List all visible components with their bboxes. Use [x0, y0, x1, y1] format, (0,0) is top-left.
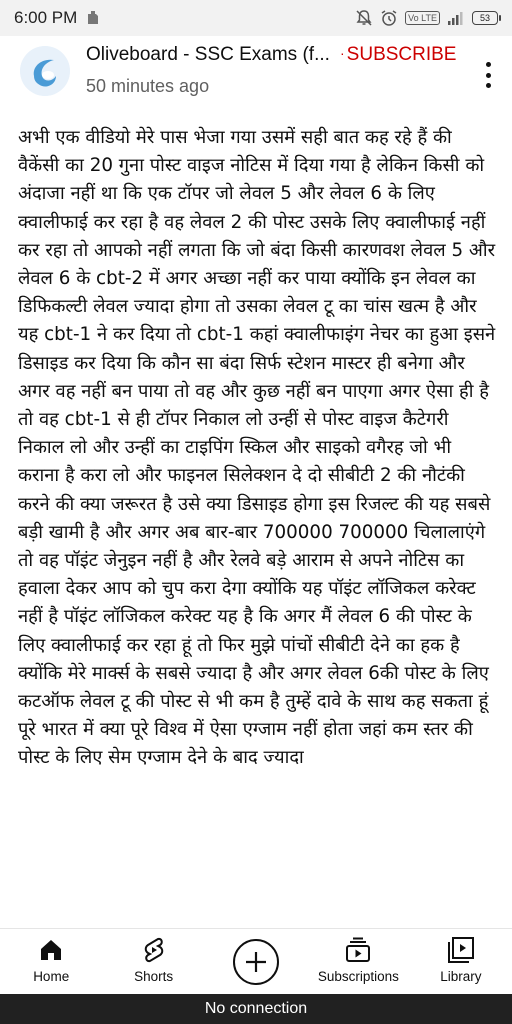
library-icon — [447, 935, 475, 965]
create-icon — [233, 939, 279, 985]
subscribe-label: SUBSCRIBE — [346, 44, 457, 65]
nav-library-label: Library — [440, 969, 482, 984]
offline-banner — [0, 994, 512, 1024]
channel-avatar[interactable] — [20, 46, 70, 96]
alarm-icon — [380, 9, 398, 27]
post-time: 50 minutes ago — [86, 76, 210, 96]
bottom-nav — [0, 928, 512, 994]
nav-library[interactable] — [410, 929, 512, 994]
post-header — [0, 36, 512, 116]
notification-icon — [85, 10, 101, 26]
home-icon — [38, 935, 64, 965]
status-time: 6:00 PM — [14, 8, 78, 27]
subscriptions-icon — [344, 935, 372, 965]
nav-subscriptions[interactable] — [307, 929, 409, 994]
nav-home[interactable] — [0, 929, 102, 994]
nav-home-label: Home — [33, 969, 70, 984]
volte-icon: Vo LTE — [405, 11, 440, 25]
nav-shorts[interactable] — [102, 929, 204, 994]
post-body — [18, 124, 496, 930]
subscribe-button[interactable] — [340, 44, 456, 66]
subscribe-dot: · — [340, 45, 345, 61]
channel-name[interactable]: Oliveboard - SSC Exams (f... — [86, 44, 330, 65]
signal-icon — [447, 11, 465, 25]
post-text: अभी एक वीडियो मेरे पास भेजा गया उसमें सही बात कह रहे हैं की वैकेंसी का 20 गुना पोस्ट वाइज नोटिस में दिया गया है लेकिन किसी को अंदाजा नहीं था कि एक टॉपर जो लेवल 5 और लेवल 6 के लिए क्वालीफाई कर रहा है वह लेवल 2 की पोस्ट उसके लिए क्वालीफाई नहीं कर रहा तो आपको नहीं लगता कि जो बंदा किसी कारणवश लेवल 5 और लेवल 6 के cbt-2 में अगर अच्छा नहीं कर पाया क्योंकि इन लेवल का डिफिकल्टी लेवल ज्यादा होगा तो उसका लेवल टू का चांस खत्म है और यह cbt-1 ने कर दिया तो cbt-1 कहां क्वालीफाइंग नेचर का हुआ इसने डिसाइड कर दिया कि कौन सा बंदा सिर्फ स्टेशन मास्टर ही बनेगा और अगर वह नहीं बन पाया तो वह और कुछ नहीं बन पाएगा अगर ऐसा ही है तो वह cbt-1 से ही टॉपर निकाल लो उन्हीं से पोस्ट वाइज कैटेगरी निकाल लो और उन्हीं का टाइपिंग स्किल और साइको वगैरह जो भी कराना है करा लो और फाइनल सिलेक्शन दे दो सीबीटी 2 की नौटंकी करने की क्या जरूरत है उसे क्या डिसाइड होगा इस रिजल्ट की यह सबसे बड़ी खामी है और अगर अब बार-बार 700000 700000 चिलालाएंगे तो वह पॉइंट जेनुइन नहीं है और रेलवे बड़े आराम से अपने नोटिस का हवाला देकर आप को चुप करा देगा क्योंकि यह पॉइंट लॉजिकल करेक्ट नहीं है पॉइंट लॉजिकल करेक्ट यह है कि अगर मैं लेवल 6 की पोस्ट के लिए क्वालीफाई कर रहा हूं तो फिर मुझे पांचों सीबीटी देने का हक है क्योंकि मेरे मार्क्स के सबसे ज्यादा है और अगर लेवल 6की पोस्ट के लिए कटऑफ लेवल टू की पोस्ट से भी कम है तुम्हें दावे के साथ कह सकता हूं पूरे भारत में क्या पूरे विश्व में ऐसा एग्जाम नहीं होता जहां कम स्तर की पोस्ट के लिए सेम एग्जाम देने के बाद ज्यादा — [18, 127, 496, 769]
nav-shorts-label: Shorts — [134, 969, 174, 984]
bell-off-icon — [355, 9, 373, 27]
status-bar — [0, 0, 512, 36]
nav-create[interactable] — [205, 929, 307, 994]
offline-text: No connection — [204, 1000, 308, 1017]
shorts-icon — [141, 935, 167, 965]
more-options-icon[interactable] — [476, 60, 500, 90]
nav-subscriptions-label: Subscriptions — [317, 969, 399, 984]
battery-icon: 53 — [472, 11, 498, 25]
